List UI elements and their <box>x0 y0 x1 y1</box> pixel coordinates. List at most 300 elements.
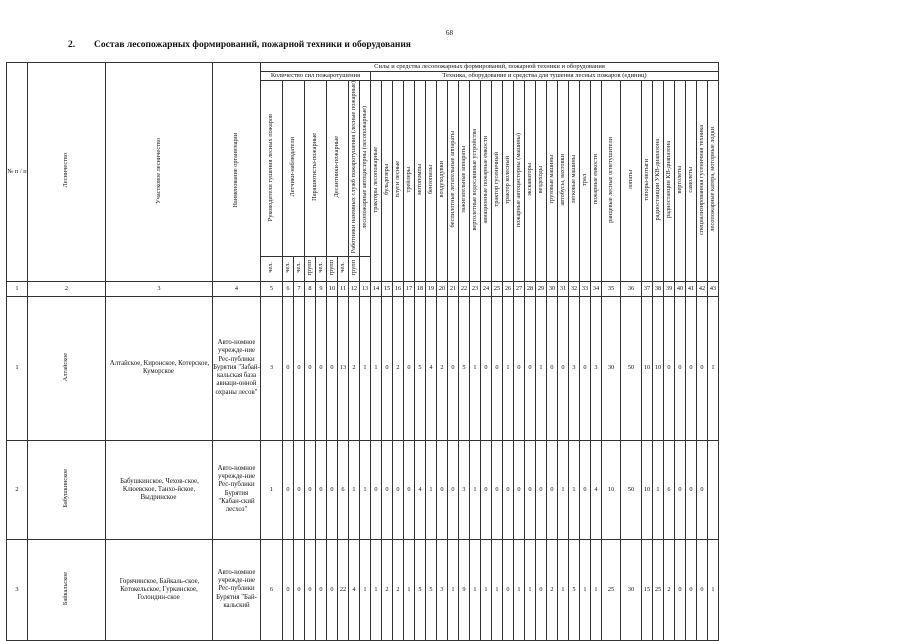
unit-label: чел. <box>316 262 324 273</box>
value: 0 <box>319 364 323 372</box>
column-number: 15 <box>383 284 391 292</box>
value-cell <box>316 296 327 440</box>
equipment-col-header: тракторы лесопожарные <box>371 146 379 213</box>
column-number: 28 <box>526 284 534 292</box>
value-cell <box>653 296 664 440</box>
value-cell <box>653 539 664 640</box>
value-cell <box>642 539 653 640</box>
equipment-col-cell <box>675 81 686 282</box>
unit-label: чел. <box>294 262 302 273</box>
forces-col-cell <box>305 81 327 257</box>
value-cell <box>316 440 327 539</box>
value-cell <box>283 296 294 440</box>
table-row <box>7 539 719 640</box>
value: 0 <box>286 585 290 593</box>
value: 1 <box>495 585 499 593</box>
equipment-col-cell <box>686 81 697 282</box>
value: 2 <box>550 585 554 593</box>
column-number-cell <box>602 281 621 296</box>
column-number: 16 <box>394 284 402 292</box>
value: 0 <box>330 485 334 493</box>
row-number-cell <box>7 539 28 640</box>
col-org-header-cell <box>213 63 261 282</box>
value-cell <box>503 539 514 640</box>
value: 10 <box>643 364 651 372</box>
column-number-cell <box>675 281 686 296</box>
column-number: 40 <box>676 284 684 292</box>
value-cell <box>305 539 316 640</box>
value: 1 <box>429 485 433 493</box>
value: 0 <box>308 585 312 593</box>
value-cell <box>525 539 536 640</box>
column-number: 7 <box>297 284 301 292</box>
value: 6 <box>667 485 671 493</box>
equipment-col-cell <box>437 81 448 282</box>
value-cell <box>558 539 569 640</box>
table-row <box>7 440 719 539</box>
column-number-cell <box>382 281 393 296</box>
column-number-cell <box>371 281 382 296</box>
equipment-col-cell <box>697 81 708 282</box>
unit-cell <box>294 256 305 281</box>
equipment-col-cell <box>708 81 719 282</box>
value-cell <box>503 440 514 539</box>
org-name: Авто-номное учрежде-ние Рес-публики Бурятия "Бай-кальский <box>216 568 257 609</box>
value-cell <box>536 440 547 539</box>
column-number-cell <box>338 281 349 296</box>
value-cell <box>558 296 569 440</box>
forces-col-header: Парашютисты-пожарные <box>311 133 319 202</box>
value: 0 <box>374 485 378 493</box>
value-cell <box>514 296 525 440</box>
column-number-cell <box>642 281 653 296</box>
value-cell <box>664 440 675 539</box>
column-number: 12 <box>350 284 358 292</box>
value-cell <box>591 539 602 640</box>
forestry-cell <box>28 440 106 539</box>
value: 3 <box>269 364 274 372</box>
value-cell <box>470 440 481 539</box>
value: 0 <box>678 364 682 372</box>
value-cell <box>459 296 470 440</box>
group-main-cell <box>261 63 719 72</box>
column-number: 9 <box>319 284 323 292</box>
value-cell <box>283 440 294 539</box>
value: 3 <box>572 364 576 372</box>
value-cell <box>327 539 338 640</box>
value: 0 <box>506 585 510 593</box>
equipment-col-header: топоры-мотыги <box>642 158 650 201</box>
column-number: 2 <box>64 284 69 292</box>
value-cell <box>547 296 558 440</box>
column-number-cell <box>327 281 338 296</box>
value-cell <box>393 296 404 440</box>
value: 30 <box>607 364 615 372</box>
district-name: Горячинское, Байкаль-ское, Котокельское, Гуркинское, Голондин-ское <box>119 577 200 601</box>
equipment-col-cell <box>481 81 492 282</box>
equipment-col-header: вертолеты <box>675 165 683 194</box>
value-cell <box>294 440 305 539</box>
section-number: 2. <box>68 40 76 50</box>
value: 0 <box>550 364 554 372</box>
value: 3 <box>462 485 466 493</box>
value-cell <box>708 296 719 440</box>
value: 0 <box>506 485 510 493</box>
value-cell <box>349 296 360 440</box>
column-number-cell <box>213 281 261 296</box>
value: 0 <box>539 485 543 493</box>
value-cell <box>294 296 305 440</box>
value-cell <box>675 440 686 539</box>
value-cell <box>415 539 426 640</box>
value-cell <box>525 296 536 440</box>
page-number: 68 <box>446 29 453 37</box>
value-cell <box>404 296 415 440</box>
value-cell <box>415 440 426 539</box>
value: 0 <box>700 585 704 593</box>
value-cell <box>305 440 316 539</box>
equipment-col-header: радиостанции УКВ-диапазона <box>653 138 661 221</box>
column-number: 23 <box>471 284 479 292</box>
column-number-cell <box>536 281 547 296</box>
forestry-cell <box>28 296 106 440</box>
org-cell <box>213 296 261 440</box>
value-cell <box>459 539 470 640</box>
value: 0 <box>297 485 301 493</box>
equipment-col-header: беспилотные летательные аппараты <box>448 131 456 228</box>
value-cell <box>327 296 338 440</box>
value-cell <box>492 296 503 440</box>
column-number-cell <box>492 281 503 296</box>
value: 0 <box>678 585 682 593</box>
value: 0 <box>550 485 554 493</box>
value: 0 <box>689 485 693 493</box>
value: 5 <box>429 585 433 593</box>
equipment-col-header: зажигательные аппараты <box>459 146 467 214</box>
value: 0 <box>286 364 290 372</box>
value-cell <box>338 539 349 640</box>
column-number-cell <box>664 281 675 296</box>
value-cell <box>459 440 470 539</box>
value: 1 <box>473 364 477 372</box>
column-number-cell <box>28 281 106 296</box>
column-number: 29 <box>537 284 545 292</box>
value-cell <box>448 440 459 539</box>
equipment-col-header: трейлеры <box>404 166 412 193</box>
district-name: Бабушкинское, Чехов-ское, Клюевское, Танхо-йское, Выдринское <box>120 477 199 501</box>
value: 0 <box>451 364 455 372</box>
column-number: 8 <box>308 284 312 292</box>
unit-cell <box>338 256 349 281</box>
column-number: 34 <box>592 284 600 292</box>
col-no-header-cell <box>7 63 28 282</box>
value: 0 <box>286 485 290 493</box>
column-number: 4 <box>234 284 239 292</box>
value: 0 <box>528 485 532 493</box>
value-cell <box>621 539 642 640</box>
value: 5 <box>418 364 422 372</box>
equipment-col-header: самолеты <box>686 166 694 193</box>
column-number: 39 <box>665 284 673 292</box>
unit-label: чел. <box>338 262 346 273</box>
column-number-cell <box>481 281 492 296</box>
section-title <box>68 40 411 50</box>
value: 0 <box>451 485 455 493</box>
value: 6 <box>341 485 345 493</box>
value-cell <box>426 440 437 539</box>
value: 1 <box>561 485 565 493</box>
value-cell <box>547 539 558 640</box>
value: 9 <box>462 585 466 593</box>
col-no-header: № п / п <box>7 168 27 176</box>
col-forestry-header-cell <box>28 63 106 282</box>
equipment-col-header: трактор гусеничный <box>492 152 500 207</box>
forces-col-cell <box>327 81 349 257</box>
column-number-cell <box>448 281 459 296</box>
value: 10 <box>643 485 651 493</box>
column-number-cell <box>294 281 305 296</box>
column-number: 30 <box>548 284 556 292</box>
equipment-col-cell <box>448 81 459 282</box>
equipment-col-header: мотопомпы <box>415 164 423 196</box>
column-number: 38 <box>654 284 662 292</box>
value-cell <box>481 296 492 440</box>
forces-col-cell <box>283 81 305 257</box>
value: 1 <box>473 585 477 593</box>
value: 5 <box>572 585 576 593</box>
unit-cell <box>261 256 283 281</box>
value: 1 <box>711 585 715 593</box>
value: 0 <box>700 364 704 372</box>
value-cell <box>404 440 415 539</box>
value-cell <box>283 539 294 640</box>
value-cell <box>591 440 602 539</box>
value-cell <box>481 440 492 539</box>
value: 1 <box>561 585 565 593</box>
value: 4 <box>429 364 433 372</box>
equipment-col-cell <box>602 81 621 282</box>
value-cell <box>547 440 558 539</box>
value: 0 <box>407 364 411 372</box>
equipment-col-cell <box>426 81 437 282</box>
column-number: 3 <box>157 284 161 292</box>
equipment-col-cell <box>569 81 580 282</box>
column-number: 20 <box>438 284 446 292</box>
value: 2 <box>385 585 389 593</box>
value: 50 <box>627 485 635 493</box>
value-cell <box>415 296 426 440</box>
value-cell <box>426 539 437 640</box>
column-number-cell <box>558 281 569 296</box>
value: 0 <box>495 485 499 493</box>
value-cell <box>664 296 675 440</box>
value: 1 <box>711 364 715 372</box>
unit-label: групп <box>327 259 335 276</box>
group-forces-header: Количество сил пожаротушения <box>270 72 361 80</box>
equipment-col-header: специализированная гусеничная техника <box>697 124 705 235</box>
value-cell <box>514 440 525 539</box>
forestry-name: Бабушкинское <box>62 469 70 508</box>
value: 3 <box>594 364 598 372</box>
value: 1 <box>451 585 455 593</box>
table-body <box>7 63 719 641</box>
column-number: 36 <box>627 284 635 292</box>
value-cell <box>437 440 448 539</box>
value: 1 <box>374 364 378 372</box>
forces-col-header: Руководители тушения лесных пожаров <box>267 113 275 221</box>
column-number-cell <box>514 281 525 296</box>
value: 2 <box>396 364 400 372</box>
value-cell <box>382 296 393 440</box>
equipment-col-cell <box>525 81 536 282</box>
district-cell <box>106 539 213 640</box>
value-cell <box>294 539 305 640</box>
value: 0 <box>689 585 693 593</box>
value: 5 <box>462 364 466 372</box>
value-cell <box>602 539 621 640</box>
value-cell <box>338 296 349 440</box>
column-number: 42 <box>698 284 706 292</box>
row-number-cell <box>7 296 28 440</box>
unit-label: групп <box>349 259 357 276</box>
column-number: 33 <box>581 284 589 292</box>
equipment-col-cell <box>621 81 642 282</box>
column-number-cell <box>393 281 404 296</box>
value-cell <box>642 440 653 539</box>
value: 4 <box>594 485 598 493</box>
column-number: 22 <box>460 284 468 292</box>
column-number: 24 <box>482 284 490 292</box>
value-cell <box>708 539 719 640</box>
value: 2 <box>667 585 671 593</box>
equipment-col-header: бульдозеры <box>382 164 390 196</box>
value: 50 <box>627 364 635 372</box>
column-number-cell <box>404 281 415 296</box>
value: 0 <box>385 485 389 493</box>
value: 22 <box>339 585 347 593</box>
value-cell <box>558 440 569 539</box>
forestry-cell <box>28 539 106 640</box>
equipment-col-header: бензопилы <box>426 165 434 195</box>
value: 0 <box>700 485 704 493</box>
value: 0 <box>319 585 323 593</box>
org-name: Авто-номное учрежде-ние Рес-публики Бурятия "Забай-кальская база авиаци-онной охраны лесов" <box>213 338 260 396</box>
org-cell <box>213 440 261 539</box>
value-cell <box>426 296 437 440</box>
equipment-col-header: вездеходы <box>536 165 544 194</box>
column-number: 21 <box>449 284 457 292</box>
value-cell <box>686 440 697 539</box>
value: 1 <box>269 485 274 493</box>
value: 10 <box>607 485 615 493</box>
value: 0 <box>396 485 400 493</box>
value-cell <box>686 296 697 440</box>
group-forces-cell <box>261 72 371 81</box>
unit-cell <box>349 256 360 281</box>
value-cell <box>492 539 503 640</box>
value-cell <box>697 296 708 440</box>
value-cell <box>621 440 642 539</box>
value-cell <box>514 539 525 640</box>
unit-cell <box>305 256 316 281</box>
equipment-col-cell <box>591 81 602 282</box>
column-number-cell <box>591 281 602 296</box>
column-number: 35 <box>607 284 615 292</box>
equipment-col-header: пожарные емкости <box>591 154 599 205</box>
equipment-col-cell <box>547 81 558 282</box>
column-number: 25 <box>493 284 501 292</box>
value: 1 <box>539 364 543 372</box>
value: 1 <box>594 585 598 593</box>
column-number: 18 <box>416 284 424 292</box>
equipment-col-header: вертолетные водосливные устройства <box>470 128 478 231</box>
value: 0 <box>385 364 389 372</box>
equipment-col-cell <box>514 81 525 282</box>
col-forestry-header: Лесничество <box>62 153 70 188</box>
value-cell <box>602 440 621 539</box>
value: 0 <box>689 364 693 372</box>
value: 0 <box>330 585 334 593</box>
value: 0 <box>528 364 532 372</box>
value-cell <box>569 440 580 539</box>
value-cell <box>404 539 415 640</box>
value: 0 <box>561 364 565 372</box>
value: 1 <box>528 585 532 593</box>
value: 1 <box>484 585 488 593</box>
value: 0 <box>678 485 682 493</box>
value-cell <box>470 296 481 440</box>
equipment-col-cell <box>415 81 426 282</box>
forces-col-header: лесопожарные автоцистерны (лесопожарные) <box>360 105 368 229</box>
value: 1 <box>572 485 576 493</box>
value-cell <box>360 296 371 440</box>
value-cell <box>621 296 642 440</box>
value-cell <box>349 440 360 539</box>
value-cell <box>261 296 283 440</box>
column-number-cell <box>547 281 558 296</box>
value: 0 <box>319 485 323 493</box>
column-number-cell <box>283 281 294 296</box>
forestry-name: Байкальское <box>62 571 70 606</box>
row-number: 2 <box>15 485 19 493</box>
value: 0 <box>297 585 301 593</box>
value-cell <box>492 440 503 539</box>
equipment-col-header: авиационные пожарные емкости <box>481 135 489 224</box>
column-number: 5 <box>269 284 274 292</box>
column-number-cell <box>106 281 213 296</box>
value: 0 <box>583 364 587 372</box>
value: 2 <box>352 364 356 372</box>
column-number: 19 <box>427 284 435 292</box>
value: 1 <box>352 485 356 493</box>
column-number-cell <box>525 281 536 296</box>
value-cell <box>642 296 653 440</box>
value: 1 <box>363 485 367 493</box>
equipment-col-header: пожарные автоцистерны (машины) <box>514 132 522 227</box>
unit-cell <box>283 256 294 281</box>
value: 1 <box>374 585 378 593</box>
equipment-col-cell <box>558 81 569 282</box>
value-cell <box>327 440 338 539</box>
column-number-cell <box>349 281 360 296</box>
district-cell <box>106 296 213 440</box>
value: 0 <box>583 485 587 493</box>
equipment-col-cell <box>536 81 547 282</box>
value-cell <box>338 440 349 539</box>
column-number-cell <box>503 281 514 296</box>
value-cell <box>382 539 393 640</box>
row-number-cell <box>7 440 28 539</box>
